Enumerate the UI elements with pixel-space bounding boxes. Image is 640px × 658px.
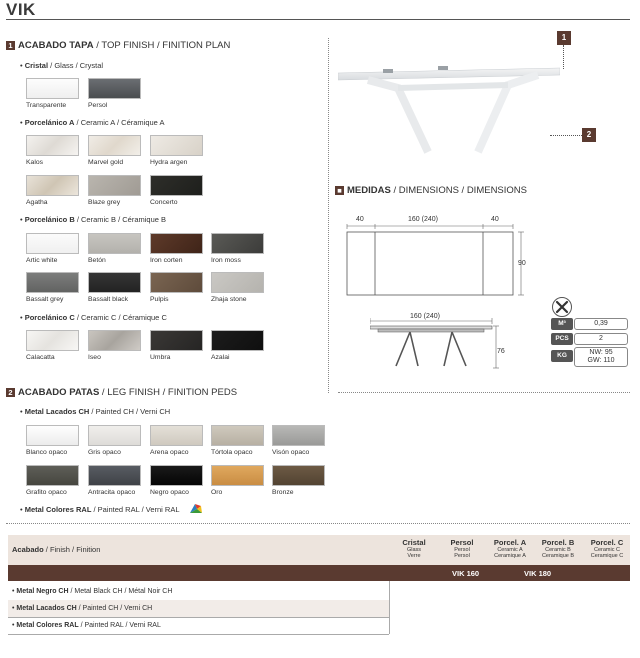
col-porcel-c <box>584 538 630 559</box>
swatch-vison-opaco[interactable] <box>272 425 325 446</box>
swatch-hydra-argen[interactable] <box>150 135 203 156</box>
group-lacados-label: • Metal Lacados CH / Painted CH / Verni CH <box>20 407 171 416</box>
group-bold: Porcelánico B <box>24 215 75 224</box>
callout-2-badge: 2 <box>582 128 596 142</box>
table-acabado-label <box>12 545 100 554</box>
col-sub: Persol <box>454 547 470 553</box>
dim-extension-left: 40 <box>356 216 364 223</box>
swatch-concerto[interactable] <box>150 175 203 196</box>
swatch-label: Azalai <box>211 354 230 361</box>
table-front-view-drawing <box>370 318 500 370</box>
size-vik-180: VIK 180 <box>524 569 552 578</box>
group-bold: Metal Lacados CH <box>24 407 90 416</box>
swatch-artic-white[interactable] <box>26 233 79 254</box>
dim-extension-right: 40 <box>491 216 499 223</box>
swatch-agatha[interactable] <box>26 175 79 196</box>
dim-depth: 90 <box>518 260 526 267</box>
col-sub: Verre <box>407 553 421 559</box>
table-top-view-drawing <box>345 224 535 304</box>
col-sub: Persol <box>454 553 470 559</box>
col-sub: Glass <box>406 547 422 553</box>
swatch-label: Pulpis <box>150 296 169 303</box>
spec-value-volume: 0,39 <box>574 318 628 330</box>
swatch-beton[interactable] <box>88 233 141 254</box>
swatch-label: Oro <box>211 489 223 496</box>
swatch-iseo[interactable] <box>88 330 141 351</box>
swatch-label: Agatha <box>26 199 48 206</box>
swatch-label: Tórtola opaco <box>211 449 253 456</box>
col-title: Cristal <box>402 538 426 547</box>
group-porcelanico-c-label: • Porcelánico C / Ceramic C / Céramique C <box>20 313 167 322</box>
swatch-bronze[interactable] <box>272 465 325 486</box>
swatch-gris-opaco[interactable] <box>88 425 141 446</box>
spec-label-pieces: PCS <box>551 333 573 345</box>
swatch-bassalt-black[interactable] <box>88 272 141 293</box>
swatch-label: Iron moss <box>211 257 241 264</box>
section-title-rest: / TOP FINISH / FINITION PLAN <box>93 40 231 51</box>
group-bold: Porcelánico C <box>24 313 75 322</box>
acabado-rest: / Finish / Finition <box>43 545 101 554</box>
swatch-label: Blaze grey <box>88 199 121 206</box>
swatch-kalos[interactable] <box>26 135 79 156</box>
swatch-tortola-opaco[interactable] <box>211 425 264 446</box>
swatch-blanco-opaco[interactable] <box>26 425 79 446</box>
swatch-label: Iseo <box>88 354 101 361</box>
section-title-rest: / LEG FINISH / FINITION PEDS <box>99 387 238 398</box>
section-title-bold: ACABADO PATAS <box>18 387 100 398</box>
swatch-iron-moss[interactable] <box>211 233 264 254</box>
swatch-label: Calacatta <box>26 354 55 361</box>
swatch-label: Visón opaco <box>272 449 310 456</box>
swatch-label: Bassalt black <box>88 296 129 303</box>
swatch-label: Gris opaco <box>88 449 121 456</box>
col-title: Persol <box>450 538 474 547</box>
ral-palette-icon <box>188 502 204 516</box>
swatch-label: Artic white <box>26 257 58 264</box>
tools-icon <box>552 297 572 317</box>
table-product-image <box>338 40 560 160</box>
swatch-bassalt-grey[interactable] <box>26 272 79 293</box>
swatch-label: Antracita opaco <box>88 489 136 496</box>
col-persol <box>439 538 485 559</box>
vertical-divider <box>328 38 329 393</box>
swatch-label: Persol <box>88 102 108 109</box>
swatch-marvel-gold[interactable] <box>88 135 141 156</box>
group-rest: / Glass / Crystal <box>48 61 104 70</box>
callout-2-leader <box>550 135 582 136</box>
group-rest: / Ceramic B / Céramique B <box>74 215 167 224</box>
group-bold: Metal Colores RAL <box>24 505 92 514</box>
size-vik-160: VIK 160 <box>452 569 480 578</box>
col-sub: Ceramic B <box>545 547 571 553</box>
dim-height: 76 <box>497 348 505 355</box>
swatch-calacatta[interactable] <box>26 330 79 351</box>
table-row: • Metal Colores RAL / Painted RAL / Verni RAL <box>12 622 161 629</box>
acabado-bold: Acabado <box>12 545 44 554</box>
group-bold: Porcelánico A <box>24 118 75 127</box>
swatch-label: Betón <box>88 257 106 264</box>
row-rest: / Painted CH / Verni CH <box>76 605 153 612</box>
swatch-persol[interactable] <box>88 78 141 99</box>
dim-center-length: 160 (240) <box>408 216 438 223</box>
group-bold: Cristal <box>24 61 49 70</box>
spec-gross-weight: GW: 110 <box>587 357 615 364</box>
swatch-iron-corten[interactable] <box>150 233 203 254</box>
swatch-label: Kalos <box>26 159 44 166</box>
section-title-rest: / DIMENSIONS / DIMENSIONS <box>390 185 527 196</box>
table-row: • Metal Negro CH / Metal Black CH / Métal Noir CH <box>12 588 173 595</box>
row-bold: Metal Negro CH <box>16 588 69 595</box>
group-rest: / Painted CH / Verni CH <box>89 407 171 416</box>
row-divider <box>8 634 389 635</box>
swatch-transparente[interactable] <box>26 78 79 99</box>
swatch-label: Concerto <box>150 199 178 206</box>
row-rest: / Metal Black CH / Métal Noir CH <box>68 588 173 595</box>
spec-net-weight: NW: 95 <box>589 349 613 356</box>
swatch-label: Grafito opaco <box>26 489 67 496</box>
swatch-negro-opaco[interactable] <box>150 465 203 486</box>
section-title-bold: MEDIDAS <box>347 185 391 196</box>
swatch-label: Iron corten <box>150 257 183 264</box>
callout-1-leader <box>563 45 564 69</box>
horizontal-divider <box>338 392 630 393</box>
row-rest: / Painted RAL / Verni RAL <box>78 622 161 629</box>
section-number: 2 <box>6 388 15 397</box>
spec-label-volume: M³ <box>551 318 573 330</box>
table-right-border <box>389 581 390 634</box>
group-porcelanico-b-label: • Porcelánico B / Ceramic B / Céramique B <box>20 215 167 224</box>
swatch-label: Hydra argen <box>150 159 188 166</box>
group-ral-label: • Metal Colores RAL / Painted RAL / Verni RAL <box>20 505 180 514</box>
col-sub: Ceramique A <box>494 553 526 559</box>
col-cristal <box>391 538 437 559</box>
page-title: VIK <box>6 0 36 19</box>
section-number: 1 <box>6 41 15 50</box>
swatch-blaze-grey[interactable] <box>88 175 141 196</box>
row-bold: Metal Colores RAL <box>16 622 79 629</box>
swatch-zhaja-stone[interactable] <box>211 272 264 293</box>
table-row: • Metal Lacados CH / Painted CH / Verni CH <box>8 600 389 617</box>
spec-label-weight: KG <box>551 350 573 362</box>
group-rest: / Painted RAL / Verni RAL <box>91 505 180 514</box>
swatch-label: Zhaja stone <box>211 296 247 303</box>
swatch-grafito-opaco[interactable] <box>26 465 79 486</box>
swatch-azalai[interactable] <box>211 330 264 351</box>
swatch-label: Arena opaco <box>150 449 189 456</box>
spec-value-weight <box>574 347 628 367</box>
row-bold: Metal Lacados CH <box>16 605 77 612</box>
horizontal-divider <box>6 523 630 524</box>
swatch-antracita-opaco[interactable] <box>88 465 141 486</box>
swatch-label: Marvel gold <box>88 159 124 166</box>
group-rest: / Ceramic C / Céramique C <box>74 313 167 322</box>
swatch-label: Bronze <box>272 489 294 496</box>
col-porcel-a <box>487 538 533 559</box>
col-porcel-b <box>535 538 581 559</box>
swatch-umbra[interactable] <box>150 330 203 351</box>
swatch-label: Bassalt grey <box>26 296 64 303</box>
col-sub: Ceramique B <box>541 553 575 559</box>
swatch-pulpis[interactable] <box>150 272 203 293</box>
section-title-bold: ACABADO TAPA <box>18 40 94 51</box>
col-title: Porcel. C <box>590 538 624 547</box>
col-title: Porcel. A <box>493 538 527 547</box>
swatch-label: Blanco opaco <box>26 449 68 456</box>
swatch-label: Negro opaco <box>150 489 189 496</box>
spec-value-pieces: 2 <box>574 333 628 345</box>
title-divider <box>6 19 630 20</box>
callout-1-badge: 1 <box>557 31 571 45</box>
group-rest: / Ceramic A / Céramique A <box>74 118 165 127</box>
group-cristal-label: • Cristal / Glass / Crystal <box>20 61 104 70</box>
swatch-arena-opaco[interactable] <box>150 425 203 446</box>
group-porcelanico-a-label: • Porcelánico A / Ceramic A / Céramique A <box>20 118 165 127</box>
col-title: Porcel. B <box>541 538 575 547</box>
dim-front-length: 160 (240) <box>410 313 440 320</box>
col-sub: Ceramic C <box>594 547 620 553</box>
section-leg-finish-heading <box>6 387 237 398</box>
section-number: ■ <box>335 186 344 195</box>
swatch-label: Transparente <box>26 102 67 109</box>
swatch-label: Umbra <box>150 354 171 361</box>
col-sub: Ceramique C <box>590 553 624 559</box>
section-dimensions-heading <box>335 185 527 196</box>
swatch-oro[interactable] <box>211 465 264 486</box>
col-sub: Ceramic A <box>497 547 523 553</box>
section-top-finish-heading <box>6 40 230 51</box>
